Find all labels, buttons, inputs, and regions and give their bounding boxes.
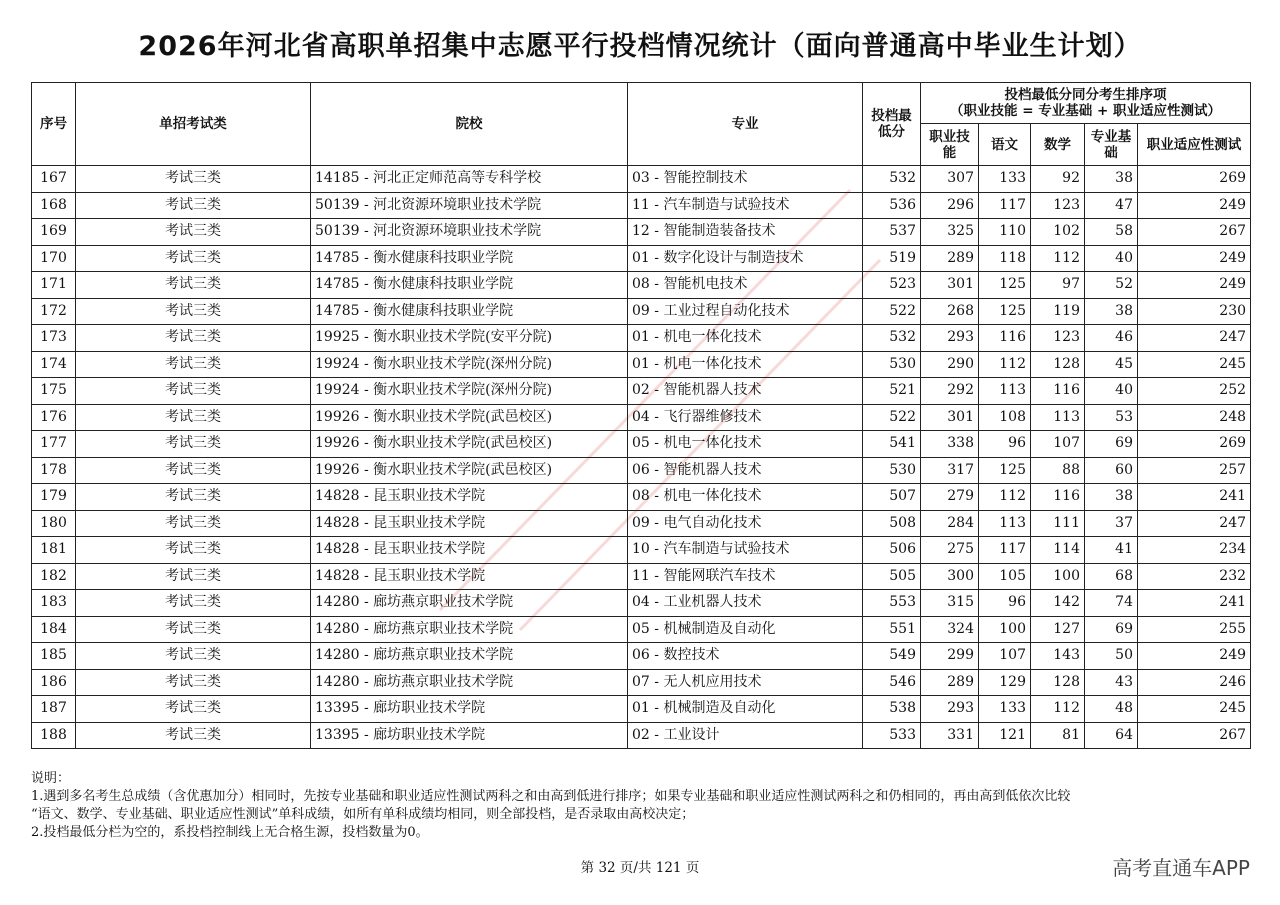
row-chinese: 117 xyxy=(979,192,1031,219)
row-seq: 178 xyxy=(32,457,76,484)
row-major: 11 - 汽车制造与试验技术 xyxy=(628,192,863,219)
row-category: 考试三类 xyxy=(76,563,311,590)
table-row xyxy=(32,643,1251,670)
row-math: 128 xyxy=(1031,669,1085,696)
row-math: 128 xyxy=(1031,351,1085,378)
row-aptitude: 257 xyxy=(1138,457,1251,484)
row-school: 14280 - 廊坊燕京职业技术学院 xyxy=(311,616,628,643)
row-major: 08 - 机电一体化技术 xyxy=(628,484,863,511)
row-skill: 331 xyxy=(921,722,979,749)
row-major: 01 - 机电一体化技术 xyxy=(628,351,863,378)
page-number: 第 32 页/共 121 页 xyxy=(580,860,700,876)
row-basic: 69 xyxy=(1085,616,1138,643)
row-basic: 40 xyxy=(1085,245,1138,272)
table-row xyxy=(32,696,1251,723)
row-math: 123 xyxy=(1031,192,1085,219)
table-row xyxy=(32,590,1251,617)
table-row xyxy=(32,325,1251,352)
header-skill: 职业技能 xyxy=(921,124,979,166)
row-category: 考试三类 xyxy=(76,457,311,484)
row-seq: 175 xyxy=(32,378,76,405)
row-seq: 170 xyxy=(32,245,76,272)
row-skill: 284 xyxy=(921,510,979,537)
row-min-score: 522 xyxy=(863,404,921,431)
row-seq: 169 xyxy=(32,219,76,246)
row-chinese: 112 xyxy=(979,351,1031,378)
row-basic: 43 xyxy=(1085,669,1138,696)
row-skill: 289 xyxy=(921,669,979,696)
row-min-score: 532 xyxy=(863,166,921,193)
header-seq: 序号 xyxy=(32,83,76,166)
row-category: 考试三类 xyxy=(76,219,311,246)
table-row xyxy=(32,616,1251,643)
row-category: 考试三类 xyxy=(76,166,311,193)
table-row xyxy=(32,219,1251,246)
row-school: 19926 - 衡水职业技术学院(武邑校区) xyxy=(311,404,628,431)
row-chinese: 107 xyxy=(979,643,1031,670)
row-math: 111 xyxy=(1031,510,1085,537)
row-school: 14828 - 昆玉职业技术学院 xyxy=(311,510,628,537)
row-skill: 315 xyxy=(921,590,979,617)
row-major: 08 - 智能机电技术 xyxy=(628,272,863,299)
row-category: 考试三类 xyxy=(76,616,311,643)
table-row xyxy=(32,457,1251,484)
row-min-score: 538 xyxy=(863,696,921,723)
row-category: 考试三类 xyxy=(76,192,311,219)
row-category: 考试三类 xyxy=(76,669,311,696)
row-basic: 37 xyxy=(1085,510,1138,537)
row-math: 113 xyxy=(1031,404,1085,431)
row-seq: 172 xyxy=(32,298,76,325)
table-row xyxy=(32,378,1251,405)
row-seq: 173 xyxy=(32,325,76,352)
row-skill: 268 xyxy=(921,298,979,325)
row-math: 116 xyxy=(1031,378,1085,405)
row-school: 14280 - 廊坊燕京职业技术学院 xyxy=(311,590,628,617)
row-basic: 74 xyxy=(1085,590,1138,617)
row-major: 03 - 智能控制技术 xyxy=(628,166,863,193)
header-school: 院校 xyxy=(311,83,628,166)
row-school: 13395 - 廊坊职业技术学院 xyxy=(311,722,628,749)
row-aptitude: 269 xyxy=(1138,431,1251,458)
row-basic: 45 xyxy=(1085,351,1138,378)
row-min-score: 507 xyxy=(863,484,921,511)
row-school: 14785 - 衡水健康科技职业学院 xyxy=(311,245,628,272)
row-math: 123 xyxy=(1031,325,1085,352)
table-row xyxy=(32,431,1251,458)
row-basic: 40 xyxy=(1085,378,1138,405)
row-basic: 53 xyxy=(1085,404,1138,431)
table-row xyxy=(32,563,1251,590)
row-chinese: 110 xyxy=(979,219,1031,246)
row-category: 考试三类 xyxy=(76,245,311,272)
row-min-score: 532 xyxy=(863,325,921,352)
table-row xyxy=(32,537,1251,564)
row-skill: 338 xyxy=(921,431,979,458)
row-category: 考试三类 xyxy=(76,537,311,564)
row-basic: 68 xyxy=(1085,563,1138,590)
row-chinese: 100 xyxy=(979,616,1031,643)
row-school: 13395 - 廊坊职业技术学院 xyxy=(311,696,628,723)
notes xyxy=(31,770,1261,842)
row-major: 05 - 机电一体化技术 xyxy=(628,431,863,458)
row-math: 97 xyxy=(1031,272,1085,299)
row-seq: 184 xyxy=(32,616,76,643)
row-chinese: 108 xyxy=(979,404,1031,431)
row-skill: 293 xyxy=(921,696,979,723)
row-min-score: 553 xyxy=(863,590,921,617)
table-row xyxy=(32,510,1251,537)
row-skill: 296 xyxy=(921,192,979,219)
row-basic: 58 xyxy=(1085,219,1138,246)
row-aptitude: 245 xyxy=(1138,351,1251,378)
row-aptitude: 232 xyxy=(1138,563,1251,590)
row-skill: 293 xyxy=(921,325,979,352)
row-chinese: 113 xyxy=(979,378,1031,405)
row-seq: 183 xyxy=(32,590,76,617)
row-basic: 46 xyxy=(1085,325,1138,352)
row-min-score: 508 xyxy=(863,510,921,537)
row-min-score: 505 xyxy=(863,563,921,590)
row-major: 09 - 工业过程自动化技术 xyxy=(628,298,863,325)
row-category: 考试三类 xyxy=(76,510,311,537)
row-aptitude: 248 xyxy=(1138,404,1251,431)
row-major: 06 - 智能机器人技术 xyxy=(628,457,863,484)
row-aptitude: 245 xyxy=(1138,696,1251,723)
table-row xyxy=(32,484,1251,511)
table-row xyxy=(32,192,1251,219)
row-seq: 185 xyxy=(32,643,76,670)
row-basic: 60 xyxy=(1085,457,1138,484)
table-row xyxy=(32,272,1251,299)
row-min-score: 522 xyxy=(863,298,921,325)
table-row xyxy=(32,404,1251,431)
row-seq: 186 xyxy=(32,669,76,696)
row-aptitude: 247 xyxy=(1138,510,1251,537)
row-school: 14828 - 昆玉职业技术学院 xyxy=(311,537,628,564)
row-major: 12 - 智能制造装备技术 xyxy=(628,219,863,246)
row-skill: 299 xyxy=(921,643,979,670)
row-major: 09 - 电气自动化技术 xyxy=(628,510,863,537)
row-skill: 324 xyxy=(921,616,979,643)
row-major: 04 - 工业机器人技术 xyxy=(628,590,863,617)
row-school: 14785 - 衡水健康科技职业学院 xyxy=(311,272,628,299)
header-rank-group xyxy=(921,83,1251,124)
row-major: 04 - 飞行器维修技术 xyxy=(628,404,863,431)
row-aptitude: 269 xyxy=(1138,166,1251,193)
row-basic: 47 xyxy=(1085,192,1138,219)
table-row xyxy=(32,166,1251,193)
row-aptitude: 267 xyxy=(1138,219,1251,246)
row-aptitude: 241 xyxy=(1138,590,1251,617)
row-min-score: 523 xyxy=(863,272,921,299)
row-min-score: 530 xyxy=(863,351,921,378)
row-seq: 182 xyxy=(32,563,76,590)
row-category: 考试三类 xyxy=(76,722,311,749)
row-seq: 177 xyxy=(32,431,76,458)
row-aptitude: 255 xyxy=(1138,616,1251,643)
table-row xyxy=(32,351,1251,378)
row-seq: 188 xyxy=(32,722,76,749)
row-school: 14828 - 昆玉职业技术学院 xyxy=(311,484,628,511)
header-chinese: 语文 xyxy=(979,124,1031,166)
row-chinese: 133 xyxy=(979,696,1031,723)
row-chinese: 116 xyxy=(979,325,1031,352)
row-category: 考试三类 xyxy=(76,590,311,617)
notes-line1: 1.遇到多名考生总成绩（含优惠加分）相同时，先按专业基础和职业适应性测试两科之和由高到低进行排序；如果专业基础和职业适应性测试两科之和仍相同的，再由高到低依次比较 xyxy=(31,789,1071,804)
row-min-score: 541 xyxy=(863,431,921,458)
notes-line2: “语文、数学、专业基础、职业适应性测试”单科成绩，如所有单科成绩均相同，则全部投档，是否录取由高校决定； xyxy=(31,807,695,822)
row-basic: 50 xyxy=(1085,643,1138,670)
row-basic: 38 xyxy=(1085,166,1138,193)
table-body xyxy=(32,166,1251,749)
row-math: 112 xyxy=(1031,245,1085,272)
row-school: 14785 - 衡水健康科技职业学院 xyxy=(311,298,628,325)
row-aptitude: 249 xyxy=(1138,245,1251,272)
row-school: 14280 - 廊坊燕京职业技术学院 xyxy=(311,643,628,670)
brand-label: 高考直通车APP xyxy=(1112,856,1250,880)
row-category: 考试三类 xyxy=(76,272,311,299)
row-basic: 64 xyxy=(1085,722,1138,749)
row-math: 102 xyxy=(1031,219,1085,246)
row-math: 116 xyxy=(1031,484,1085,511)
row-category: 考试三类 xyxy=(76,378,311,405)
row-chinese: 112 xyxy=(979,484,1031,511)
row-chinese: 125 xyxy=(979,272,1031,299)
row-aptitude: 234 xyxy=(1138,537,1251,564)
row-basic: 52 xyxy=(1085,272,1138,299)
row-skill: 317 xyxy=(921,457,979,484)
row-basic: 48 xyxy=(1085,696,1138,723)
row-chinese: 105 xyxy=(979,563,1031,590)
row-seq: 181 xyxy=(32,537,76,564)
row-seq: 176 xyxy=(32,404,76,431)
row-major: 01 - 数字化设计与制造技术 xyxy=(628,245,863,272)
row-skill: 301 xyxy=(921,404,979,431)
row-seq: 187 xyxy=(32,696,76,723)
row-major: 06 - 数控技术 xyxy=(628,643,863,670)
header-rank-group-line1: 投档最低分同分考生排序项 xyxy=(1004,87,1167,103)
row-min-score: 536 xyxy=(863,192,921,219)
row-school: 19926 - 衡水职业技术学院(武邑校区) xyxy=(311,431,628,458)
row-math: 112 xyxy=(1031,696,1085,723)
row-min-score: 521 xyxy=(863,378,921,405)
row-math: 143 xyxy=(1031,643,1085,670)
notes-heading: 说明： xyxy=(31,771,71,786)
row-basic: 38 xyxy=(1085,298,1138,325)
row-basic: 69 xyxy=(1085,431,1138,458)
row-min-score: 519 xyxy=(863,245,921,272)
header-category: 单招考试类 xyxy=(76,83,311,166)
row-school: 50139 - 河北资源环境职业技术学院 xyxy=(311,219,628,246)
row-min-score: 551 xyxy=(863,616,921,643)
row-skill: 290 xyxy=(921,351,979,378)
row-seq: 171 xyxy=(32,272,76,299)
row-school: 19926 - 衡水职业技术学院(武邑校区) xyxy=(311,457,628,484)
row-skill: 301 xyxy=(921,272,979,299)
row-aptitude: 252 xyxy=(1138,378,1251,405)
row-category: 考试三类 xyxy=(76,431,311,458)
row-aptitude: 241 xyxy=(1138,484,1251,511)
row-aptitude: 247 xyxy=(1138,325,1251,352)
row-chinese: 121 xyxy=(979,722,1031,749)
row-major: 01 - 机械制造及自动化 xyxy=(628,696,863,723)
row-category: 考试三类 xyxy=(76,298,311,325)
row-major: 01 - 机电一体化技术 xyxy=(628,325,863,352)
row-basic: 41 xyxy=(1085,537,1138,564)
row-min-score: 546 xyxy=(863,669,921,696)
header-aptitude: 职业适应性测试 xyxy=(1138,124,1251,166)
row-aptitude: 249 xyxy=(1138,272,1251,299)
row-school: 50139 - 河北资源环境职业技术学院 xyxy=(311,192,628,219)
row-skill: 289 xyxy=(921,245,979,272)
row-seq: 167 xyxy=(32,166,76,193)
row-skill: 275 xyxy=(921,537,979,564)
row-aptitude: 230 xyxy=(1138,298,1251,325)
row-skill: 307 xyxy=(921,166,979,193)
row-major: 02 - 智能机器人技术 xyxy=(628,378,863,405)
row-seq: 168 xyxy=(32,192,76,219)
row-aptitude: 249 xyxy=(1138,192,1251,219)
admission-table xyxy=(31,82,1251,749)
row-skill: 300 xyxy=(921,563,979,590)
row-school: 19924 - 衡水职业技术学院(深州分院) xyxy=(311,378,628,405)
header-basic: 专业基础 xyxy=(1085,124,1138,166)
row-category: 考试三类 xyxy=(76,696,311,723)
row-category: 考试三类 xyxy=(76,643,311,670)
row-chinese: 117 xyxy=(979,537,1031,564)
row-math: 92 xyxy=(1031,166,1085,193)
row-major: 11 - 智能网联汽车技术 xyxy=(628,563,863,590)
row-min-score: 533 xyxy=(863,722,921,749)
row-school: 19924 - 衡水职业技术学院(深州分院) xyxy=(311,351,628,378)
row-school: 14185 - 河北正定师范高等专科学校 xyxy=(311,166,628,193)
row-seq: 179 xyxy=(32,484,76,511)
row-chinese: 96 xyxy=(979,431,1031,458)
table-row xyxy=(32,722,1251,749)
row-school: 14280 - 廊坊燕京职业技术学院 xyxy=(311,669,628,696)
row-major: 05 - 机械制造及自动化 xyxy=(628,616,863,643)
row-aptitude: 246 xyxy=(1138,669,1251,696)
page-title: 2026年河北省高职单招集中志愿平行投档情况统计（面向普通高中毕业生计划） xyxy=(138,31,1142,62)
table-row xyxy=(32,245,1251,272)
row-chinese: 118 xyxy=(979,245,1031,272)
row-min-score: 506 xyxy=(863,537,921,564)
row-major: 10 - 汽车制造与试验技术 xyxy=(628,537,863,564)
row-math: 142 xyxy=(1031,590,1085,617)
row-chinese: 96 xyxy=(979,590,1031,617)
row-category: 考试三类 xyxy=(76,325,311,352)
row-aptitude: 249 xyxy=(1138,643,1251,670)
row-min-score: 549 xyxy=(863,643,921,670)
row-seq: 174 xyxy=(32,351,76,378)
row-skill: 279 xyxy=(921,484,979,511)
row-min-score: 530 xyxy=(863,457,921,484)
row-math: 81 xyxy=(1031,722,1085,749)
row-skill: 325 xyxy=(921,219,979,246)
row-skill: 292 xyxy=(921,378,979,405)
row-category: 考试三类 xyxy=(76,484,311,511)
row-min-score: 537 xyxy=(863,219,921,246)
row-basic: 38 xyxy=(1085,484,1138,511)
row-school: 14828 - 昆玉职业技术学院 xyxy=(311,563,628,590)
row-major: 02 - 工业设计 xyxy=(628,722,863,749)
row-school: 19925 - 衡水职业技术学院(安平分院) xyxy=(311,325,628,352)
row-aptitude: 267 xyxy=(1138,722,1251,749)
row-math: 100 xyxy=(1031,563,1085,590)
table-row xyxy=(32,669,1251,696)
row-math: 114 xyxy=(1031,537,1085,564)
row-chinese: 113 xyxy=(979,510,1031,537)
row-category: 考试三类 xyxy=(76,351,311,378)
row-category: 考试三类 xyxy=(76,404,311,431)
header-min-score: 投档最低分 xyxy=(863,83,921,166)
row-seq: 180 xyxy=(32,510,76,537)
row-chinese: 129 xyxy=(979,669,1031,696)
row-chinese: 125 xyxy=(979,457,1031,484)
row-math: 88 xyxy=(1031,457,1085,484)
row-major: 07 - 无人机应用技术 xyxy=(628,669,863,696)
row-chinese: 125 xyxy=(979,298,1031,325)
row-math: 107 xyxy=(1031,431,1085,458)
header-math: 数学 xyxy=(1031,124,1085,166)
header-major: 专业 xyxy=(628,83,863,166)
row-math: 127 xyxy=(1031,616,1085,643)
notes-line3: 2.投档最低分栏为空的，系投档控制线上无合格生源，投档数量为0。 xyxy=(31,825,429,840)
row-chinese: 133 xyxy=(979,166,1031,193)
table-row xyxy=(32,298,1251,325)
header-rank-group-line2: （职业技能 = 专业基础 + 职业适应性测试） xyxy=(950,103,1221,119)
row-math: 119 xyxy=(1031,298,1085,325)
